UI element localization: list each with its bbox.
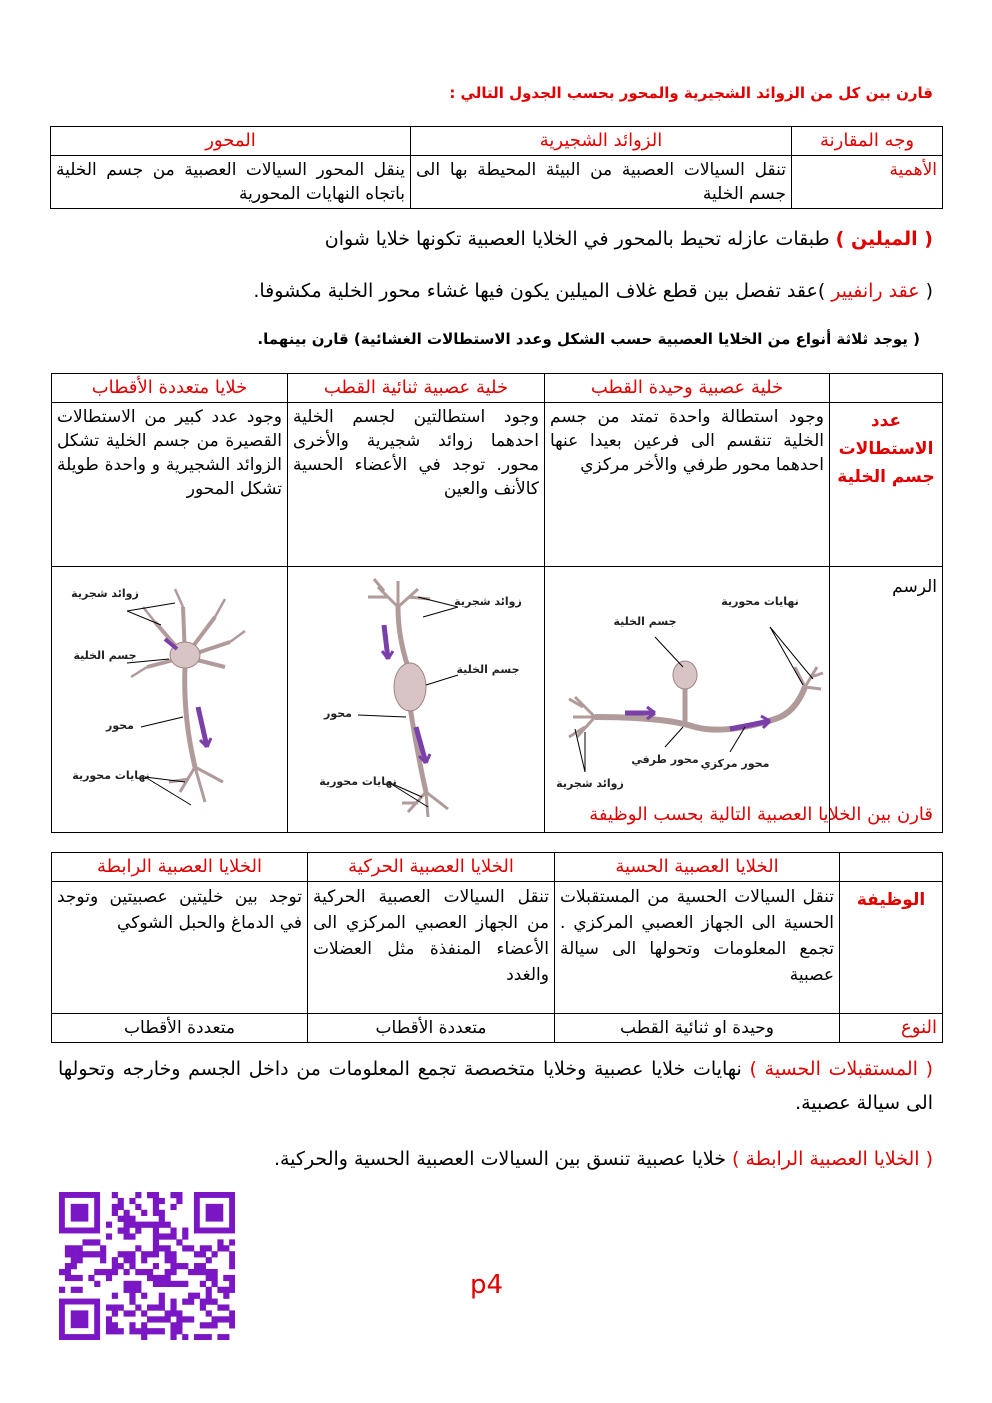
row-label-drawing: الرسم — [830, 567, 943, 833]
header-bipolar: خلية عصبية ثنائية القطب — [288, 374, 545, 403]
header-empty — [830, 374, 943, 403]
unipolar-label-body: جسم الخلية — [613, 615, 677, 628]
interneuron-text: خلايا عصبية تنسق بين السيالات العصبية الحسية والحركية. — [273, 1148, 733, 1170]
ranvier-term: عقد رانفيير — [831, 280, 920, 302]
header-dendrites: الزوائد الشجيرية — [411, 127, 792, 156]
table-row — [52, 403, 943, 567]
table-row — [52, 882, 943, 1014]
dendrite-axon-table — [50, 126, 943, 209]
unipolar-label-peripheral: محور طرفي — [631, 753, 699, 766]
myelin-term: ( الميلين ) — [835, 228, 933, 250]
cell-interneuron-function: توجد بين خليتين عصبيتين وتوجد في الدماغ والحبل الشوكي — [52, 882, 308, 1014]
interneuron-definition — [120, 1142, 933, 1176]
table-row — [52, 567, 943, 833]
question-3-title: قارن بين الخلايا العصبية التالية بحسب الوظيفة — [589, 804, 933, 825]
multipolar-diagram-cell — [52, 567, 288, 833]
bipolar-label-dendrites: زوائد شجرية — [454, 595, 522, 608]
multipolar-label-terminals: نهايات محورية — [72, 769, 150, 782]
bipolar-label-terminals: نهايات محورية — [319, 775, 397, 788]
row-label-extensions: عدد الاستطالات جسم الخلية — [830, 403, 943, 567]
header-interneuron: الخلايا العصبية الرابطة — [52, 853, 308, 882]
neuron-function-table — [51, 852, 943, 1043]
multipolar-label-axon: محور — [106, 719, 134, 732]
cell-multipolar-desc: وجود عدد كبير من الاستطالات القصيرة من جسم الخلية تشكل الزوائد الشجيرية و واحدة طويلة تشكل المحور — [52, 403, 288, 567]
cell-sensory-type: وحيدة او ثنائية القطب — [555, 1014, 840, 1043]
bipolar-neuron-diagram — [298, 567, 544, 825]
table-header-row — [52, 374, 943, 403]
neuron-shape-table — [51, 373, 943, 833]
qr-code[interactable] — [59, 1192, 235, 1340]
row-label-importance: الأهمية — [792, 156, 943, 209]
multipolar-neuron-diagram — [65, 567, 287, 825]
table-row — [51, 156, 943, 209]
ranvier-open: ( — [919, 280, 933, 302]
ranvier-text: )عقد تفصل بين قطع غلاف الميلين يكون فيها غشاء محور الخلية مكشوفا. — [253, 280, 832, 302]
table-row — [52, 1014, 943, 1043]
multipolar-label-dendrites: زوائد شجرية — [71, 587, 139, 600]
unipolar-label-central: محور مركزي — [700, 757, 770, 770]
cell-axon-importance: ينقل المحور السيالات العصبية من جسم الخلية باتجاه النهايات المحورية — [51, 156, 411, 209]
header-empty — [840, 853, 943, 882]
row-label-type: النوع — [840, 1014, 943, 1043]
bipolar-label-axon: محور — [324, 707, 352, 720]
multipolar-label-body: جسم الخلية — [73, 649, 137, 662]
header-motor: الخلايا العصبية الحركية — [308, 853, 555, 882]
cell-sensory-function: تنقل السيالات الحسية من المستقبلات الحسية الى الجهاز العصبي المركزي . تجمع المعلومات وتحولها الى سيالة عصبية — [555, 882, 840, 1014]
table-header-row — [52, 853, 943, 882]
header-axon: المحور — [51, 127, 411, 156]
header-comparison: وجه المقارنة — [792, 127, 943, 156]
myelin-definition — [120, 222, 933, 256]
page-number: p4 — [470, 1270, 504, 1300]
header-unipolar: خلية عصبية وحيدة القطب — [545, 374, 830, 403]
unipolar-neuron-diagram — [555, 567, 829, 825]
question-2-title: ( يوجد ثلاثة أنواع من الخلايا العصبية حسب الشكل وعدد الاستطالات الغشائية) قارن بينهما. — [257, 330, 920, 348]
header-sensory: الخلايا العصبية الحسية — [555, 853, 840, 882]
cell-motor-function: تنقل السيالات العصبية الحركية من الجهاز العصبي المركزي الى الأعضاء المنفذة مثل العضلات والغدد — [308, 882, 555, 1014]
row-label-function: الوظيفة — [840, 882, 943, 1014]
unipolar-diagram-cell — [545, 567, 830, 833]
table-header-row — [51, 127, 943, 156]
receptors-definition — [58, 1052, 933, 1120]
ranvier-definition — [120, 274, 933, 308]
qr-code-image — [59, 1192, 235, 1340]
cell-dendrites-importance: تنقل السيالات العصبية من البيئة المحيطة بها الى جسم الخلية — [411, 156, 792, 209]
receptors-term: ( المستقبلات الحسية ) — [749, 1058, 934, 1080]
myelin-text: طبقات عازله تحيط بالمحور في الخلايا العصبية تكونها خلايا شوان — [324, 228, 836, 250]
cell-motor-type: متعددة الأقطاب — [308, 1014, 555, 1043]
unipolar-label-dendrites: زوائد شجرية — [556, 777, 624, 790]
bipolar-label-body: جسم الخلية — [456, 663, 520, 676]
cell-interneuron-type: متعددة الأقطاب — [52, 1014, 308, 1043]
question-1-title: قارن بين كل من الزوائد الشجيرية والمحور بحسب الجدول التالي : — [449, 84, 933, 102]
bipolar-diagram-cell — [288, 567, 545, 833]
receptors-text: نهايات خلايا عصبية وخلايا متخصصة تجمع المعلومات من داخل الجسم وخارجه وتحولها الى سيالة عصبية. — [58, 1058, 933, 1114]
interneuron-term: ( الخلايا العصبية الرابطة ) — [732, 1148, 933, 1170]
cell-bipolar-desc: وجود استطالتين لجسم الخلية احدهما زوائد شجيرية والأخرى محور. توجد في الأعضاء الحسية كالأنف والعين — [288, 403, 545, 567]
unipolar-label-terminals: نهايات محورية — [721, 595, 799, 608]
header-multipolar: خلايا متعددة الأقطاب — [52, 374, 288, 403]
cell-unipolar-desc: وجود استطالة واحدة تمتد من جسم الخلية تنقسم الى فرعين بعيدا عنها احدهما محور طرفي والأخر مركزي — [545, 403, 830, 567]
